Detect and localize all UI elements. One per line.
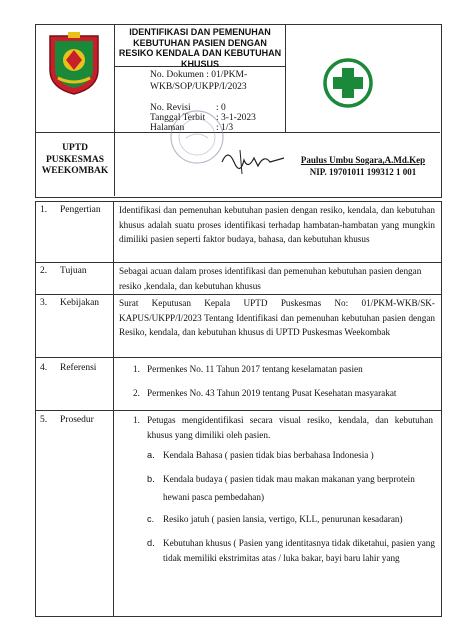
- doc-number-value: : 01/PKM-WKB/SOP/UKPP/I/2023: [150, 70, 248, 92]
- divider: [35, 410, 442, 411]
- section-label-tujuan: [40, 265, 87, 278]
- revision-label: No. Revisi: [150, 103, 191, 113]
- section-text-tujuan: Sebagai acuan dalam proses identifikasi dan pemenuhan kebutuhan pasien dengan resiko ,kendala, dan kebutuhan khusus: [119, 266, 422, 291]
- revision-value: : 0: [216, 103, 226, 113]
- doc-number-label: No. Dokumen: [150, 70, 204, 80]
- procedure-subitem: [147, 512, 435, 527]
- signature: [218, 140, 288, 180]
- procedure-step: [133, 413, 433, 442]
- section-number: 1.: [40, 205, 48, 215]
- org-line-1: UPTD: [62, 143, 88, 153]
- section-number: 4.: [40, 363, 48, 373]
- subitem-letter: d.: [147, 538, 155, 548]
- divider: [114, 24, 115, 196]
- section-label-kebijakan: [40, 297, 99, 310]
- reference-item: [133, 386, 433, 401]
- procedure-number: 1.: [133, 415, 140, 425]
- section-number: 3.: [40, 298, 48, 308]
- subitem-text: Resiko jatuh ( pasien lansia, vertigo, KLL, penurunan kesadaran): [163, 514, 403, 524]
- regency-emblem-logo: [44, 30, 104, 96]
- section-title: Referensi: [60, 363, 97, 373]
- signer-nip: NIP. 19701011 199312 1 001: [309, 167, 417, 177]
- subitem-text: Kendala Bahasa ( pasien tidak bias berbahasa Indonesia ): [163, 450, 374, 460]
- divider: [113, 201, 114, 617]
- subitem-letter: a.: [147, 450, 155, 460]
- reference-item: [133, 362, 433, 377]
- signer-name: Paulus Umbu Sogara,A.Md.Kep: [300, 155, 426, 165]
- subitem-text: Kebutuhan khusus ( Pasien yang identitasnya tidak diketahui, pasien yang tidak memiliki ekstrimitas atas / luka bakar, bayi baru lahir yang: [163, 538, 435, 563]
- org-line-3: WEEKOMBAK: [41, 166, 109, 176]
- procedure-text: Petugas mengidentifikasi secara visual resiko, kendala, dan kebutuhan khusus yang dimiliki oleh pasien.: [147, 415, 433, 440]
- document-title: IDENTIFIKASI DAN PEMENUHAN KEBUTUHAN PASIEN DENGAN RESIKO KENDALA DAN KEBUTUHAN KHUSUS: [118, 27, 282, 69]
- section-title: Kebijakan: [60, 298, 100, 308]
- doc-number: [150, 69, 284, 93]
- org-line-2: PUSKESMAS: [45, 154, 105, 165]
- divider: [285, 24, 286, 132]
- date-value: : 3-1-2023: [216, 113, 256, 123]
- page-value: : 1/3: [216, 123, 234, 133]
- date-label: Tanggal Terbit: [150, 113, 206, 123]
- section-label-referensi: [40, 362, 96, 375]
- divider: [35, 294, 442, 295]
- reference-number: 2.: [133, 388, 140, 398]
- procedure-subitem: [147, 536, 435, 565]
- section-number: 2.: [40, 266, 48, 276]
- reference-text: Permenkes No. 11 Tahun 2017 tentang keselamatan pasien: [147, 364, 363, 374]
- page-label: Halaman: [150, 123, 185, 133]
- section-number: 5.: [40, 415, 48, 425]
- organization-name: [36, 143, 114, 178]
- section-text-pengertian: Identifikasi dan pemenuhan kebutuhan pasien dengan resiko, kendala, dan kebutuhan khusus adalah suatu proses identifikasi terhadap hambatan-hambatan yang mungkin dimiliki pasien seperti faktor budaya, bahasa, dan kebutuhan khusus: [119, 205, 435, 244]
- procedure-subitem: [147, 470, 435, 506]
- reference-text: Permenkes No. 43 Tahun 2019 tentang Pusat Kesehatan masyarakat: [147, 388, 397, 398]
- section-title: Pengertian: [60, 205, 101, 215]
- divider: [35, 357, 442, 358]
- section-title: Prosedur: [60, 415, 94, 425]
- procedure-subitem: [147, 448, 435, 463]
- subitem-text: Kendala budaya ( pasien tidak mau makan makanan yang berprotein hewani pasca pembedahan): [163, 474, 415, 502]
- section-label-prosedur: [40, 414, 94, 427]
- subitem-letter: c.: [147, 514, 155, 524]
- reference-number: 1.: [133, 364, 140, 374]
- section-title: Tujuan: [60, 266, 87, 276]
- subitem-letter: b.: [147, 474, 155, 484]
- puskesmas-logo: [322, 57, 374, 109]
- divider: [35, 262, 442, 263]
- section-text-kebijakan: Surat Keputusan Kepala UPTD Puskesmas No: 01/PKM-WKB/SK-KAPUS/UKPP/I/2023 Tentang Identifikasi dan pemenuhan kebutuhan pasien dengan Resiko, kendala, dan kebutuhan khusus di UPTD Puskesmas Weekombak: [119, 298, 435, 337]
- section-label-pengertian: [40, 204, 101, 217]
